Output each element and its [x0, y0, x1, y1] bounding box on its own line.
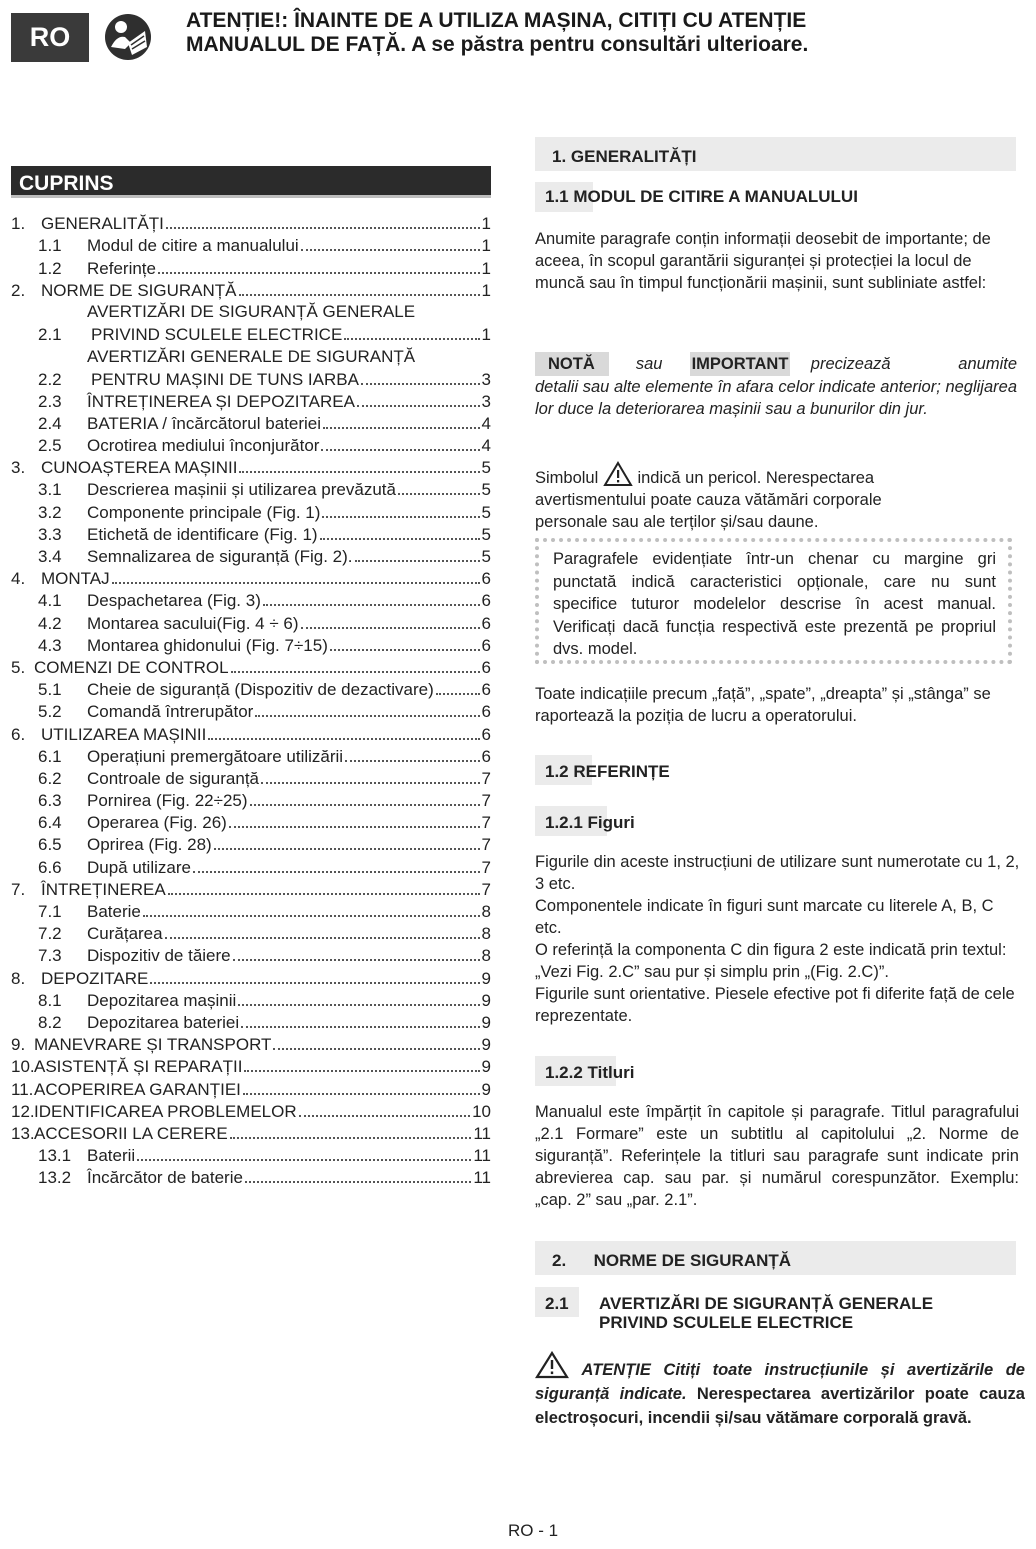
danger-symbol-paragraph	[535, 461, 905, 533]
toc-item-title: Comandă întrerupător	[87, 702, 254, 722]
toc-item-number: 4.3	[38, 635, 62, 655]
toc-item-page: 7	[481, 768, 491, 788]
toc-item-title: ÎNTREȚINEREA	[41, 879, 166, 899]
optional-features-text: Paragrafele evidențiate într-un chenar cu margine gri punctată indică caracteristici opționale, care nu sunt specifice tuturor modelelor descrise în acest manual. Verificați dacă funcția respectivă este prezentă pe propriul dvs. model.	[553, 550, 996, 658]
toc-item-number: 6.3	[38, 791, 62, 811]
toc-item-title: Baterie	[87, 902, 141, 922]
toc-leader-dots	[250, 804, 480, 806]
toc-item	[11, 1055, 491, 1077]
section-1-2-title: 1.2 REFERINȚE	[545, 762, 670, 781]
toc-item-number: 8.2	[38, 1012, 62, 1032]
toc-item	[11, 212, 491, 234]
attention-italic-text: ATENȚIE Citiți toate instrucțiunile și avertizările de siguranță indicate.	[535, 1361, 1025, 1403]
toc-item-number: 1.1	[38, 236, 62, 256]
attention-warning-icon	[535, 1351, 569, 1379]
toc-item-number: 3.1	[38, 480, 62, 500]
toc-leader-dots	[245, 1181, 471, 1183]
toc-item-page: 6	[481, 702, 491, 722]
figures-paragraph-4: Figurile sunt orientative. Piesele efective pot fi diferite față de cele reprezentate.	[535, 985, 1015, 1025]
section-1-title: 1. GENERALITĂȚI	[552, 147, 697, 166]
toc-leader-dots	[231, 671, 480, 673]
toc-item-page: 9	[481, 968, 491, 988]
toc-item-page: 7	[481, 857, 491, 877]
section-2-1-title-line1: AVERTIZĂRI DE SIGURANȚĂ GENERALE	[599, 1294, 934, 1313]
toc-item-title: Curățarea	[87, 924, 163, 944]
toc-item-page: 6	[481, 635, 491, 655]
toc-item-page: 5	[481, 547, 491, 567]
warning-triangle-icon	[603, 461, 633, 487]
toc-item-page: 11	[473, 1123, 491, 1143]
toc-item-page: 5	[481, 524, 491, 544]
language-code: RO	[29, 22, 71, 52]
toc-item-number: 5.1	[38, 680, 62, 700]
toc-leader-dots	[273, 1048, 479, 1050]
toc-leader-dots	[357, 405, 480, 407]
toc-item	[11, 989, 491, 1011]
toc-leader-dots	[322, 516, 479, 518]
toc-item-page: 5	[481, 458, 491, 478]
toc-leader-dots	[243, 1093, 480, 1095]
table-of-contents	[11, 212, 491, 1188]
toc-item	[11, 656, 491, 678]
toc-item	[11, 500, 491, 522]
toc-item-title: Modul de citire a manualului	[87, 236, 299, 256]
toc-item-number: 1.	[11, 214, 26, 234]
toc-leader-dots	[255, 715, 479, 717]
toc-item	[11, 789, 491, 811]
toc-item-number: 7.3	[38, 946, 62, 966]
toc-leader-dots	[344, 338, 479, 340]
toc-leader-dots	[330, 649, 480, 651]
toc-item-title: ASISTENȚĂ ȘI REPARAȚII	[34, 1057, 243, 1077]
toc-leader-dots	[137, 1159, 471, 1161]
toc-item	[11, 678, 491, 700]
toc-item-page: 1	[481, 280, 491, 300]
toc-item-number: 5.	[11, 657, 26, 677]
toc-item-title: Încărcător de baterie	[87, 1168, 243, 1188]
toc-leader-dots	[238, 1004, 479, 1006]
toc-item-number: 6.6	[38, 857, 62, 877]
toc-leader-dots	[166, 227, 480, 229]
toc-leader-dots	[168, 893, 480, 895]
toc-item-page: 9	[481, 1079, 491, 1099]
toc-leader-dots	[244, 1070, 479, 1072]
toc-leader-dots	[320, 538, 480, 540]
toc-item-page: 6	[481, 746, 491, 766]
toc-item-title: AVERTIZĂRI GENERALE DE SIGURANȚĂ	[87, 346, 416, 366]
toc-item-page: 7	[481, 879, 491, 899]
toc-item	[11, 434, 491, 456]
toc-item	[11, 589, 491, 611]
toc-item-number: 2.	[11, 280, 26, 300]
toc-item-number: 7.1	[38, 902, 62, 922]
attention-bold-text: Nerespectarea avertizărilor poate cauza electroșocuri, incendii și/sau vătămare corporală gravă.	[535, 1385, 1025, 1427]
section-1-1-heading	[535, 187, 1035, 207]
toc-item	[11, 1100, 491, 1122]
toc-item-title: MANEVRARE ȘI TRANSPORT	[34, 1035, 272, 1055]
toc-item-page: 9	[481, 1012, 491, 1032]
toc-heading	[11, 166, 491, 198]
section-1-2-1-title: 1.2.1 Figuri	[545, 813, 635, 832]
toc-item-title: Depozitarea mașinii	[87, 990, 237, 1010]
toc-leader-dots	[150, 982, 479, 984]
section-2-title: NORME DE SIGURANȚĂ	[593, 1251, 792, 1270]
toc-item-title-continued: PRIVIND SCULELE ELECTRICE	[91, 325, 343, 345]
toc-item-page: 7	[481, 813, 491, 833]
toc-item-number: 3.	[11, 458, 26, 478]
titles-paragraph: Manualul este împărțit în capitole și paragrafe. Titlul paragrafului „2.1 Formare” este un subtitlu al capitolului „2. Norme de siguranță”. Referințele la titluri sau paragrafe sunt indicate prin abrevierea cap. sau par. și numărul corespunzător. Exemplu: „cap. 2” sau „par. 2.1”.	[535, 1103, 1019, 1209]
toc-item	[11, 456, 491, 478]
toc-item-title: Pornirea (Fig. 22÷25)	[87, 791, 248, 811]
toc-item-title: Operarea (Fig. 26)	[87, 813, 227, 833]
important-label: IMPORTANT	[690, 352, 791, 376]
precizeaza-text-start: precizează anumite	[797, 355, 1017, 373]
toc-item-title: UTILIZAREA MAȘINII	[41, 724, 207, 744]
toc-item-title: ACCESORII LA CERERE	[34, 1123, 228, 1143]
toc-item-page: 1	[481, 214, 491, 234]
toc-item-page: 9	[481, 1035, 491, 1055]
toc-item-number: 12.	[11, 1101, 35, 1121]
toc-item-title: DEPOZITARE	[41, 968, 149, 988]
toc-item-title: Depozitarea bateriei	[87, 1012, 240, 1032]
toc-item	[11, 1011, 491, 1033]
toc-item-title: Descrierea mașinii și utilizarea prevăzută	[87, 480, 396, 500]
toc-item-title: CUNOAȘTEREA MAȘINII	[41, 458, 238, 478]
toc-item	[11, 833, 491, 855]
section-1-heading	[535, 137, 1016, 171]
read-manual-icon	[101, 13, 155, 61]
toc-item-number: 8.	[11, 968, 26, 988]
toc-item-number: 13.2	[38, 1168, 72, 1188]
toc-item-number: 1.2	[38, 258, 62, 278]
toc-item-title: Baterii	[87, 1146, 136, 1166]
toc-item-title: După utilizare	[87, 857, 191, 877]
toc-item-number: 3.3	[38, 524, 62, 544]
toc-item	[11, 345, 491, 389]
toc-item	[11, 855, 491, 877]
toc-item	[11, 256, 491, 278]
toc-heading-text: CUPRINS	[19, 172, 114, 195]
toc-item	[11, 700, 491, 722]
toc-leader-dots	[165, 937, 480, 939]
language-badge	[11, 13, 89, 62]
toc-leader-dots	[233, 959, 480, 961]
toc-item	[11, 767, 491, 789]
toc-item-number: 7.2	[38, 924, 62, 944]
toc-item	[11, 611, 491, 633]
toc-item-page: 6	[481, 680, 491, 700]
toc-leader-dots	[321, 449, 479, 451]
toc-leader-dots	[241, 1026, 479, 1028]
toc-item-number: 2.1	[38, 325, 62, 345]
toc-item-title: Semnalizarea de siguranță (Fig. 2).	[87, 547, 353, 567]
paragraph-reading-mode: Anumite paragrafe conțin informații deosebit de importante; de aceea, în scopul garantării siguranței și protecției la locul de muncă sau în timpul funcționării mașinii, sunt subliniate astfel:	[535, 230, 991, 292]
page-number: RO - 1	[507, 1521, 559, 1540]
toc-item-title: Oprirea (Fig. 28)	[87, 835, 212, 855]
section-1-2-1-heading	[535, 813, 1035, 833]
toc-item-number: 2.5	[38, 436, 62, 456]
toc-item	[11, 966, 491, 988]
toc-item-number: 3.2	[38, 502, 62, 522]
toc-item-title: COMENZI DE CONTROL	[34, 657, 229, 677]
toc-item-title: Dispozitiv de tăiere	[87, 946, 231, 966]
section-1-2-2-title: 1.2.2 Titluri	[545, 1063, 635, 1082]
toc-leader-dots	[355, 560, 480, 562]
toc-leader-dots	[323, 427, 480, 429]
toc-item	[11, 944, 491, 966]
toc-item	[11, 722, 491, 744]
toc-item-number: 4.2	[38, 613, 62, 633]
toc-item-page: 6	[481, 613, 491, 633]
simbolul-word: Simbolul	[535, 469, 599, 487]
toc-item	[11, 234, 491, 256]
toc-item-title: Despachetarea (Fig. 3)	[87, 591, 261, 611]
toc-item-number: 4.	[11, 569, 26, 589]
toc-item	[11, 1077, 491, 1099]
toc-item-number: 6.2	[38, 768, 62, 788]
toc-item	[11, 878, 491, 900]
toc-item-title: Cheie de siguranță (Dispozitiv de dezactivare)	[87, 680, 434, 700]
header-title-line2: MANUALUL DE FAȚĂ. A se păstra pentru consultări ulterioare.	[186, 33, 809, 56]
toc-item-page: 9	[481, 990, 491, 1010]
toc-item-number: 9.	[11, 1035, 26, 1055]
toc-leader-dots	[361, 383, 480, 385]
precizeaza-text-rest: detalii sau alte elemente în afara celor indicate anterior; neglijarea lor duce la deteriorarea mașinii sau a bunurilor din jur.	[535, 378, 1017, 418]
page-number-footer	[0, 1521, 1036, 1541]
toc-item-page: 6	[481, 724, 491, 744]
toc-item	[11, 1033, 491, 1055]
toc-item-page: 5	[481, 502, 491, 522]
toc-item-title: Etichetă de identificare (Fig. 1)	[87, 524, 318, 544]
toc-item-number: 13.	[11, 1123, 35, 1143]
toc-item-title: Montarea ghidonului (Fig. 7÷15)	[87, 635, 328, 655]
toc-leader-dots	[239, 471, 479, 473]
optional-features-box	[535, 538, 1012, 664]
toc-item-page: 11	[473, 1146, 491, 1166]
toc-item	[11, 1122, 491, 1144]
section-2-heading	[535, 1241, 1016, 1275]
section-2-1-heading	[535, 1294, 1035, 1332]
toc-item	[11, 745, 491, 767]
toc-item	[11, 900, 491, 922]
toc-leader-dots	[143, 915, 480, 917]
toc-item-number: 2.4	[38, 413, 62, 433]
orientation-paragraph: Toate indicațiile precum „față”, „spate”, „dreapta” și „stânga” se raportează la poziția de lucru a operatorului.	[535, 685, 991, 725]
toc-item-number: 10.	[11, 1057, 35, 1077]
toc-leader-dots	[263, 604, 480, 606]
toc-item-title: ACOPERIREA GARANȚIEI	[34, 1079, 241, 1099]
toc-leader-dots	[112, 582, 480, 584]
toc-leader-dots	[193, 871, 480, 873]
toc-leader-dots	[208, 738, 479, 740]
toc-item-title: GENERALITĂȚI	[41, 214, 164, 234]
figures-paragraphs	[535, 851, 1023, 1027]
toc-item	[11, 567, 491, 589]
toc-item-page: 9	[481, 1057, 491, 1077]
toc-item-number: 8.1	[38, 990, 62, 1010]
toc-item	[11, 390, 491, 412]
toc-item-number: 2.2	[38, 369, 62, 389]
toc-item	[11, 1166, 491, 1188]
toc-item-title: Componente principale (Fig. 1)	[87, 502, 321, 522]
figures-paragraph-3: O referință la componenta C din figura 2 este indicată prin textul: „Vezi Fig. 2.C” sau pur și simplu prin „(Fig. 2.C)”.	[535, 941, 1007, 981]
toc-item-page: 8	[481, 946, 491, 966]
toc-item-number: 6.5	[38, 835, 62, 855]
sau-word: sau	[635, 355, 663, 373]
toc-item-page: 7	[481, 835, 491, 855]
toc-item-title: BATERIA / încărcătorul bateriei	[87, 413, 322, 433]
toc-item-page: 8	[481, 902, 491, 922]
toc-leader-dots	[436, 693, 480, 695]
toc-item-title: NORME DE SIGURANȚĂ	[41, 280, 237, 300]
header-warning-title	[186, 9, 1006, 57]
toc-item-title: ÎNTREȚINEREA ȘI DEPOZITAREA	[87, 391, 355, 411]
toc-item-number: 11.	[11, 1079, 34, 1099]
toc-item-page: 10	[472, 1101, 491, 1121]
toc-item-number: 13.1	[38, 1146, 72, 1166]
section-1-2-2-heading	[535, 1063, 1035, 1083]
toc-item-title: AVERTIZĂRI DE SIGURANȚĂ GENERALE	[87, 302, 416, 322]
header-title-line1: ATENȚIE!: ÎNAINTE DE A UTILIZA MAȘINA, CITIȚI CU ATENȚIE	[186, 9, 807, 32]
toc-leader-dots	[230, 1137, 472, 1139]
toc-item	[11, 279, 491, 301]
toc-item-title: Ocrotirea mediului înconjurător	[87, 436, 320, 456]
toc-item-page: 4	[481, 413, 491, 433]
section-2-1-number: 2.1	[545, 1294, 569, 1313]
figures-paragraph-2: Componentele indicate în figuri sunt marcate cu literele A, B, C etc.	[535, 897, 994, 937]
toc-item-title: Controale de siguranță	[87, 768, 260, 788]
toc-item-number: 4.1	[38, 591, 62, 611]
toc-leader-dots	[301, 627, 480, 629]
toc-item	[11, 545, 491, 567]
section-1-2-heading	[535, 762, 1035, 782]
toc-item	[11, 634, 491, 656]
toc-item-page: 7	[481, 791, 491, 811]
toc-leader-dots	[398, 493, 480, 495]
toc-item-title: Operațiuni premergătoare utilizării	[87, 746, 344, 766]
toc-item-number: 6.1	[38, 746, 62, 766]
toc-item-page: 4	[481, 436, 491, 456]
section-2-number: 2.	[552, 1251, 567, 1270]
toc-item-number: 6.4	[38, 813, 62, 833]
toc-leader-dots	[261, 782, 480, 784]
toc-item	[11, 301, 491, 345]
toc-leader-dots	[239, 294, 480, 296]
figures-paragraph-1: Figurile din aceste instrucțiuni de utilizare sunt numerotate cu 1, 2, 3 etc.	[535, 853, 1020, 893]
toc-item-number: 5.2	[38, 702, 62, 722]
toc-item	[11, 922, 491, 944]
toc-item-page: 3	[481, 369, 491, 389]
danger-symbol-text: indică un pericol. Nerespectarea avertismentului poate cauza vătămări corporale personale sau ale terților și/sau daune.	[535, 469, 882, 531]
toc-leader-dots	[301, 249, 480, 251]
toc-item	[11, 478, 491, 500]
toc-item-number: 2.3	[38, 391, 62, 411]
attention-paragraph	[535, 1351, 1025, 1430]
toc-item-page: 1	[481, 325, 491, 345]
nota-label: NOTĂ	[535, 352, 609, 376]
toc-leader-dots	[299, 1115, 470, 1117]
toc-item	[11, 811, 491, 833]
toc-item-page: 6	[481, 657, 491, 677]
toc-item-page: 6	[481, 569, 491, 589]
toc-leader-dots	[229, 826, 480, 828]
toc-item-page: 5	[481, 480, 491, 500]
toc-item-page: 11	[473, 1168, 491, 1188]
toc-item-title: Referințe	[87, 258, 156, 278]
toc-item-number: 6.	[11, 724, 26, 744]
toc-item-page: 1	[481, 258, 491, 278]
section-1-1-title: 1.1 MODUL DE CITIRE A MANUALULUI	[545, 187, 858, 206]
toc-item	[11, 412, 491, 434]
toc-item-page: 8	[481, 924, 491, 944]
toc-item-page: 1	[481, 236, 491, 256]
toc-item-title: Montarea sacului(Fig. 4 ÷ 6)	[87, 613, 299, 633]
toc-item	[11, 1144, 491, 1166]
toc-item-number: 7.	[11, 879, 26, 899]
toc-item-number: 3.4	[38, 547, 62, 567]
toc-item-page: 6	[481, 591, 491, 611]
toc-item-title: MONTAJ	[41, 569, 110, 589]
toc-leader-dots	[158, 272, 480, 274]
note-important-paragraph	[535, 352, 1017, 420]
toc-item-title-continued: PENTRU MAȘINI DE TUNS IARBA	[91, 369, 359, 389]
toc-item	[11, 523, 491, 545]
toc-leader-dots	[345, 760, 479, 762]
toc-leader-dots	[214, 848, 480, 850]
toc-item-title: IDENTIFICAREA PROBLEMELOR	[34, 1101, 297, 1121]
section-2-1-title-line2: PRIVIND SCULELE ELECTRICE	[599, 1313, 854, 1332]
toc-item-page: 3	[481, 391, 491, 411]
